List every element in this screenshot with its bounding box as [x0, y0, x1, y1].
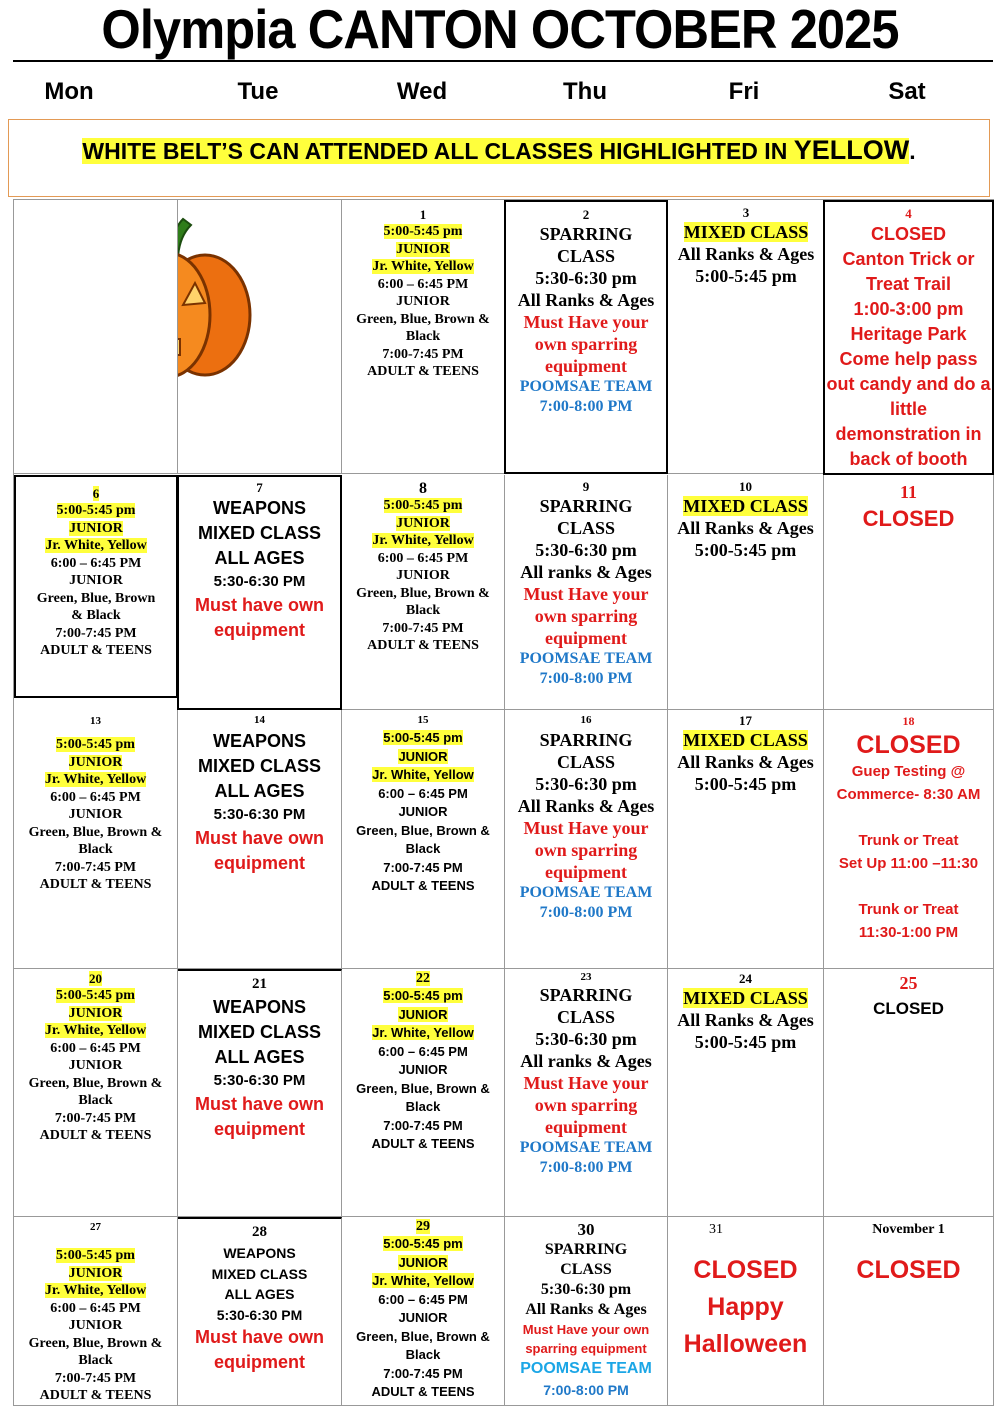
date-number: 4 [905, 206, 912, 221]
class-time: 7:00-8:00 PM [539, 904, 633, 921]
class-time: 5:30-6:30 pm [540, 1281, 632, 1298]
event-text: demonstration in [835, 424, 982, 444]
calendar-cell-oct-14 [178, 710, 342, 969]
class-note: Must Have your [523, 312, 649, 332]
date-number: 13 [90, 715, 101, 727]
class-name: MIXED CLASS [197, 756, 321, 776]
page-title: Olympia CANTON OCTOBER 2025 [101, 0, 899, 60]
class-level: JUNIOR [398, 1062, 448, 1077]
calendar-cell-oct-31 [668, 1217, 824, 1406]
calendar-cell-oct-15 [342, 710, 505, 969]
class-ranks: Jr. White, Yellow [44, 1283, 147, 1298]
class-level: ADULT & TEENS [371, 1384, 475, 1399]
class-time: 7:00-7:45 PM [54, 859, 137, 875]
calendar-cell-empty [14, 200, 178, 474]
title-divider [13, 60, 993, 62]
date-number: November 1 [872, 1222, 945, 1237]
date-number: 24 [739, 971, 752, 986]
class-time: 5:30-6:30 pm [535, 540, 637, 560]
class-ranks: ALL AGES [214, 781, 305, 801]
date-number: 9 [582, 479, 590, 494]
class-time: 5:00-5:45 pm [383, 988, 463, 1003]
date-number: 23 [580, 971, 592, 983]
day-header-fri: Fri [728, 78, 760, 105]
class-note: Must have own [194, 1327, 324, 1347]
calendar-cell-oct-22 [342, 969, 505, 1217]
date-number: 3 [742, 205, 750, 220]
class-level: JUNIOR [68, 754, 123, 770]
class-ranks: Jr. White, Yellow [45, 538, 147, 553]
calendar-cell-oct-25 [824, 969, 994, 1217]
class-level: ADULT & TEENS [39, 1128, 152, 1143]
class-note: Must have own [194, 595, 324, 615]
class-level: JUNIOR [396, 241, 450, 257]
class-time: 5:00-5:45 pm [383, 1236, 463, 1251]
date-number: 29 [416, 1219, 430, 1234]
calendar-cell-oct-17 [668, 710, 824, 969]
closed-label: CLOSED [693, 1256, 798, 1284]
date-number: 17 [739, 713, 752, 728]
class-name: MIXED CLASS [683, 496, 808, 516]
class-name: MIXED CLASS [211, 1265, 308, 1282]
date-number: 16 [580, 714, 592, 726]
class-note: equipment [213, 1119, 305, 1139]
class-time: 7:00-8:00 PM [539, 398, 633, 415]
class-ranks: Jr. White, Yellow [372, 1273, 474, 1288]
class-note: sparring equipment [525, 1341, 647, 1356]
class-ranks: Black [405, 1347, 441, 1362]
class-time: 6:00 – 6:45 PM [378, 1043, 468, 1059]
closed-label: CLOSED [856, 731, 961, 759]
holiday-label: Happy [707, 1293, 784, 1321]
class-ranks: Jr. White, Yellow [372, 1025, 474, 1040]
event-time: 1:00-3:00 pm [853, 299, 964, 319]
date-number: 11 [899, 482, 917, 502]
closed-label: CLOSED [862, 506, 955, 531]
calendar-cell-oct-18 [824, 710, 994, 969]
event-text: Come help pass [839, 349, 978, 369]
class-ranks: Jr. White, Yellow [372, 533, 474, 548]
calendar-cell-nov-1 [824, 1217, 994, 1406]
class-note: Must Have your [523, 1073, 649, 1093]
day-header-tue: Tue [237, 78, 279, 105]
class-note: own sparring [534, 840, 638, 860]
class-ranks: Jr. White, Yellow [372, 767, 474, 782]
notice-period: . [909, 138, 916, 164]
class-ranks: Green, Blue, Brown & [28, 824, 163, 840]
calendar-cell-oct-1 [342, 200, 505, 474]
date-number: 31 [709, 1222, 723, 1237]
class-name: SPARRING [544, 1241, 628, 1258]
class-ranks: All Ranks & Ages [525, 1301, 647, 1318]
event-text: little [889, 399, 927, 419]
class-time: 7:00-7:45 PM [382, 346, 464, 362]
day-header-thu: Thu [563, 78, 607, 105]
class-ranks: Green, Blue, Brown [36, 590, 156, 606]
class-level: JUNIOR [68, 1058, 123, 1073]
class-ranks: Jr. White, Yellow [372, 259, 474, 274]
class-time: 7:00-7:45 PM [383, 1365, 463, 1381]
class-time: 5:00-5:45 pm [694, 1032, 797, 1052]
date-number: 28 [252, 1224, 267, 1240]
calendar-cell-oct-24 [668, 969, 824, 1217]
class-ranks: Black [78, 1093, 113, 1108]
event-text: back of booth [849, 449, 968, 469]
day-header-wed: Wed [396, 78, 448, 105]
class-time: 6:00 – 6:45 PM [50, 789, 141, 805]
date-number: 10 [739, 479, 752, 494]
date-number: 2 [582, 207, 590, 222]
class-ranks: Black [405, 841, 441, 856]
class-level: JUNIOR [68, 1005, 123, 1021]
class-level: JUNIOR [398, 804, 448, 819]
white-belt-notice [8, 119, 990, 197]
calendar-cell-oct-11 [824, 475, 994, 710]
date-number: 7 [256, 480, 263, 495]
class-time: 5:30-6:30 PM [216, 1306, 303, 1323]
class-ranks: Jr. White, Yellow [44, 1023, 147, 1038]
class-ranks: Black [405, 1099, 441, 1114]
class-level: ADULT & TEENS [39, 877, 152, 892]
class-time: 5:00-5:45 pm [383, 730, 463, 745]
class-ranks: All ranks & Ages [520, 1051, 652, 1071]
date-number: 18 [902, 714, 915, 728]
class-level: ADULT & TEENS [371, 878, 475, 893]
class-ranks: All Ranks & Ages [677, 244, 815, 264]
event-text: out candy and do a [826, 374, 991, 394]
class-ranks: Jr. White, Yellow [44, 772, 147, 787]
class-time: 6:00 – 6:45 PM [50, 555, 142, 571]
class-note: Must Have your [523, 584, 649, 604]
class-name: CLASS [556, 518, 616, 538]
class-time: 7:00-8:00 PM [539, 1159, 633, 1176]
calendar-cell-oct-9 [505, 475, 668, 710]
class-time: 6:00 – 6:45 PM [50, 1300, 141, 1316]
class-level: JUNIOR [396, 294, 450, 309]
event-time: 11:30-1:00 PM [858, 924, 959, 941]
date-number: 15 [417, 714, 429, 726]
class-ranks: Green, Blue, Brown & [28, 1075, 163, 1091]
class-name: MIXED CLASS [683, 730, 808, 750]
class-name: SPARRING [539, 496, 633, 516]
class-time: 5:30-6:30 pm [535, 1029, 637, 1049]
class-ranks: All Ranks & Ages [677, 1010, 814, 1030]
calendar-cell-oct-10 [668, 475, 824, 710]
class-name: MIXED CLASS [197, 1022, 321, 1042]
class-time: 5:00-5:45 pm [694, 774, 797, 794]
calendar-cell-oct-29 [342, 1217, 505, 1406]
jack-o-lantern-icon [178, 215, 253, 380]
class-name: MIXED CLASS [197, 523, 321, 543]
class-name: WEAPONS [212, 731, 306, 751]
calendar-cell-oct-16 [505, 710, 668, 969]
class-level: ADULT & TEENS [40, 643, 152, 658]
class-time: 5:00-5:45 pm [695, 266, 797, 286]
event-text: Guep Testing @ [851, 763, 966, 780]
class-level: ADULT & TEENS [39, 1388, 152, 1403]
class-note: equipment [213, 853, 305, 873]
class-name: WEAPONS [223, 1245, 296, 1261]
class-level: JUNIOR [398, 1006, 448, 1022]
calendar-cell-oct-2 [504, 200, 668, 474]
class-name: WEAPONS [212, 997, 306, 1017]
calendar-grid [13, 199, 994, 1406]
class-ranks: All ranks & Ages [520, 562, 652, 582]
closed-label: CLOSED [856, 1256, 961, 1284]
class-time: 5:00-5:45 pm [383, 224, 463, 239]
class-time: 6:00 – 6:45 PM [377, 276, 469, 292]
class-time: 7:00-7:45 PM [383, 859, 463, 875]
day-header-sat: Sat [888, 78, 926, 105]
class-note: equipment [213, 1352, 305, 1372]
class-name: MIXED CLASS [683, 222, 809, 242]
calendar-cell-oct-21 [178, 969, 342, 1217]
class-time: 5:00-5:45 pm [56, 1248, 135, 1263]
class-time: 5:00-5:45 pm [56, 503, 136, 518]
class-ranks: Black [78, 1353, 113, 1368]
calendar-cell-oct-28 [178, 1217, 342, 1406]
class-ranks: Green, Blue, Brown & [356, 1328, 490, 1344]
class-level: JUNIOR [68, 807, 123, 822]
class-note: own sparring [534, 1095, 638, 1115]
class-note: Must Have your [523, 818, 649, 838]
class-name: CLASS [556, 246, 616, 266]
class-name: CLASS [556, 752, 616, 772]
calendar-cell-oct-13 [14, 710, 178, 969]
date-number: 30 [577, 1220, 595, 1239]
notice-text: WHITE BELT’S CAN ATTENDED ALL CLASSES HIGHLIGHTED IN [82, 138, 788, 164]
class-name: CLASS [556, 1007, 616, 1027]
class-level: JUNIOR [396, 568, 450, 583]
class-time: 7:00-7:45 PM [54, 1370, 137, 1386]
event-location: Commerce- 8:30 AM [836, 786, 981, 803]
class-time: 5:30-6:30 PM [213, 1072, 306, 1089]
class-level: JUNIOR [68, 1318, 123, 1333]
closed-label: CLOSED [870, 224, 946, 244]
class-time: 5:00-5:45 pm [56, 737, 135, 752]
event-text: Trunk or Treat [858, 832, 959, 849]
class-level: ADULT & TEENS [367, 364, 479, 379]
calendar-cell-oct-23 [505, 969, 668, 1217]
date-number: 8 [419, 480, 427, 497]
class-name: SPARRING [539, 985, 633, 1005]
class-time: 7:00-8:00 PM [539, 670, 633, 687]
holiday-label: Halloween [683, 1330, 808, 1358]
class-ranks: ALL AGES [214, 548, 305, 568]
class-time: 6:00 – 6:45 PM [377, 550, 469, 566]
class-time: 7:00-8:00 PM [543, 1382, 629, 1398]
class-time: 7:00-7:45 PM [382, 620, 464, 636]
class-time: 5:30-6:30 pm [535, 774, 637, 794]
class-ranks: Black [405, 603, 441, 618]
date-number: 27 [90, 1221, 101, 1233]
class-time: 5:30-6:30 PM [213, 806, 306, 823]
class-level: JUNIOR [69, 520, 123, 536]
day-header-mon: Mon [44, 78, 94, 105]
class-ranks: Green, Blue, Brown & [28, 1335, 163, 1351]
notice-emphasis: YELLOW [793, 135, 910, 165]
calendar-cell-oct-8 [342, 475, 505, 710]
event-time: Set Up 11:00 –11:30 [838, 855, 979, 872]
class-level: JUNIOR [396, 515, 450, 531]
event-text: Treat Trail [865, 274, 952, 294]
class-ranks: All Ranks & Ages [677, 752, 814, 772]
class-ranks: Green, Blue, Brown & [356, 1080, 490, 1096]
class-time: 6:00 – 6:45 PM [50, 1040, 141, 1056]
class-ranks: & Black [71, 608, 121, 623]
poomsae-team: POOMSAE TEAM [519, 1139, 653, 1156]
class-ranks: All Ranks & Ages [517, 796, 655, 816]
poomsae-team: POOMSAE TEAM [519, 650, 653, 667]
date-number: 14 [254, 714, 265, 726]
date-number: 21 [252, 976, 267, 992]
class-level: JUNIOR [69, 573, 123, 588]
date-number: 25 [899, 973, 918, 993]
class-time: 6:00 – 6:45 PM [378, 1291, 468, 1307]
calendar-cell-oct-3 [668, 200, 825, 474]
class-name: SPARRING [539, 730, 633, 750]
class-ranks: Green, Blue, Brown & [356, 822, 490, 838]
class-time: 5:30-6:30 PM [213, 573, 306, 590]
poomsae-team: POOMSAE TEAM [519, 378, 653, 395]
calendar-cell-oct-7 [177, 475, 342, 710]
class-time: 5:00-5:45 pm [383, 498, 463, 513]
class-level: JUNIOR [68, 1265, 123, 1281]
closed-label: CLOSED [873, 999, 944, 1018]
class-ranks: ALL AGES [214, 1047, 305, 1067]
class-time: 7:00-7:45 PM [55, 625, 137, 641]
class-note: Must Have your own [522, 1322, 650, 1337]
calendar-cell-pumpkin [178, 200, 342, 474]
calendar-cell-oct-30 [505, 1217, 668, 1406]
calendar-cell-oct-27 [14, 1217, 178, 1406]
date-number: 20 [89, 971, 102, 986]
class-time: 6:00 – 6:45 PM [378, 785, 468, 801]
class-level: JUNIOR [398, 1254, 448, 1270]
calendar-cell-oct-6 [14, 475, 178, 698]
date-number: 1 [419, 207, 427, 222]
class-note: equipment [213, 620, 305, 640]
poomsae-team: POOMSAE TEAM [520, 1360, 652, 1377]
class-note: Must have own [194, 828, 324, 848]
class-note: own sparring [534, 334, 638, 354]
class-note: equipment [544, 862, 627, 882]
class-ranks: ALL AGES [224, 1286, 295, 1302]
class-note: equipment [544, 356, 627, 376]
class-name: WEAPONS [212, 498, 306, 518]
poomsae-team: POOMSAE TEAM [519, 884, 653, 901]
class-ranks: Green, Blue, Brown & [356, 311, 490, 327]
class-level: JUNIOR [398, 748, 448, 764]
calendar-cell-oct-20 [14, 969, 178, 1217]
class-note: equipment [544, 628, 627, 648]
date-number: 22 [416, 971, 430, 986]
date-number: 6 [92, 486, 100, 501]
class-time: 5:00-5:45 pm [56, 988, 135, 1003]
event-location: Heritage Park [850, 324, 967, 344]
class-level: JUNIOR [398, 1310, 448, 1325]
class-note: equipment [544, 1117, 627, 1137]
class-name: SPARRING [539, 224, 633, 244]
class-name: CLASS [560, 1261, 612, 1278]
class-time: 5:00-5:45 pm [694, 540, 797, 560]
class-time: 7:00-7:45 PM [383, 1117, 463, 1133]
class-ranks: Black [78, 842, 113, 857]
class-ranks: Black [405, 329, 441, 344]
class-ranks: Green, Blue, Brown & [356, 585, 490, 601]
class-note: own sparring [534, 606, 638, 626]
calendar-cell-oct-4 [823, 200, 994, 475]
class-note: Must have own [194, 1094, 324, 1114]
class-name: MIXED CLASS [683, 988, 808, 1008]
class-time: 5:30-6:30 pm [535, 268, 637, 288]
class-level: ADULT & TEENS [367, 638, 479, 653]
class-time: 7:00-7:45 PM [54, 1110, 137, 1126]
class-level: ADULT & TEENS [371, 1136, 475, 1151]
event-text: Trunk or Treat [858, 901, 959, 918]
class-ranks: All Ranks & Ages [677, 518, 814, 538]
class-ranks: All Ranks & Ages [517, 290, 655, 310]
event-text: Canton Trick or [842, 249, 975, 269]
